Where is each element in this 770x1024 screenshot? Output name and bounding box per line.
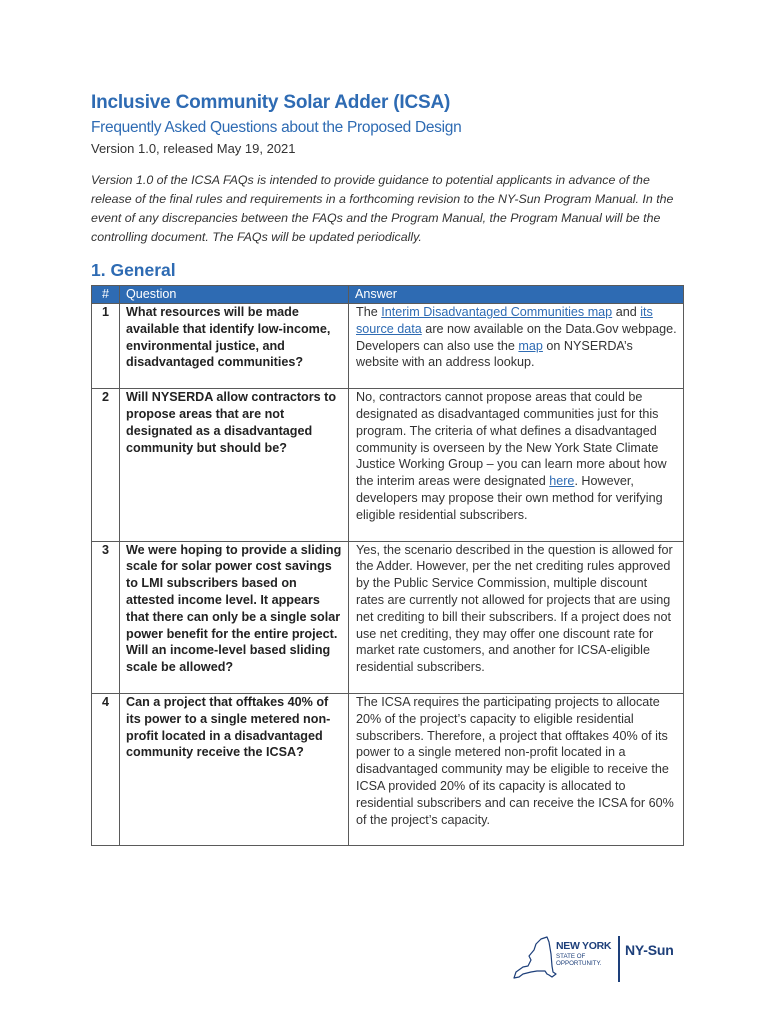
logo-divider [618, 936, 620, 982]
answer-text: on NYSERDA’s website with an address lookup. [356, 338, 633, 370]
document-subtitle: Frequently Asked Questions about the Proposed Design [91, 119, 462, 136]
answer-text: No, contractors cannot propose areas that could be designated as disadvantaged communities just for this program. The criteria of what defines a disadvantaged community is overseen by the New York State Climate Justice Working Group – you can learn more about how the interim areas were designated [356, 390, 667, 489]
logo-state-of: STATE OF [556, 953, 586, 960]
table-header-row [92, 286, 684, 304]
document-title: Inclusive Community Solar Adder (ICSA) [91, 92, 451, 113]
faq-table [91, 285, 684, 846]
link-interim-dac-map[interactable]: Interim Disadvantaged Communities map [381, 305, 613, 319]
answer-text: The [356, 305, 382, 319]
table-row [92, 389, 684, 541]
table-row [92, 541, 684, 693]
row-question: We were hoping to provide a sliding scale for solar power cost savings to LMI subscribers based on attested income level. It appears that there can only be a single solar power benefit for the entire project. Will an income-level based sliding scale be allowed? [120, 541, 349, 693]
row-answer [349, 304, 684, 389]
row-question: What resources will be made available that identify low-income, environmental justice, and disadvantaged communities? [120, 304, 349, 389]
version-line: Version 1.0, released May 19, 2021 [91, 141, 296, 156]
ny-sun-logo [511, 934, 686, 984]
answer-text: . However, developers may propose their own method for verifying eligible residential subscribers. [356, 474, 663, 522]
row-number: 4 [92, 693, 120, 845]
link-source-data[interactable]: its source data [356, 305, 653, 336]
header-question: Question [120, 286, 349, 304]
logo-ny-sun: NY-Sun [625, 942, 674, 958]
row-answer [349, 389, 684, 541]
table-row [92, 304, 684, 389]
logo-new-york: NEW YORK [556, 940, 612, 952]
row-question: Can a project that offtakes 40% of its power to a single metered non-profit located in a disadvantaged community receive the ICSA? [120, 693, 349, 845]
link-map[interactable]: map [518, 338, 543, 353]
header-num: # [92, 286, 120, 304]
logo-tagline [556, 953, 616, 967]
row-number: 1 [92, 304, 120, 389]
row-question: Will NYSERDA allow contractors to propose areas that are not designated as a disadvantaged community but should be? [120, 389, 349, 541]
logo-opportunity: OPPORTUNITY. [556, 960, 602, 967]
row-number: 2 [92, 389, 120, 541]
intro-paragraph: Version 1.0 of the ICSA FAQs is intended to provide guidance to potential applicants in advance of the release of the final rules and requirements in a forthcoming revision to the NY-Sun Program Manual. In the event of any discrepancies between the FAQs and the Program Manual, the Program Manual will be the controlling document. The FAQs will be updated periodically. [91, 173, 674, 244]
row-answer: The ICSA requires the participating projects to allocate 20% of the project’s capacity to eligible residential subscribers. Therefore, a project that offtakes 40% of its power to a single metered non-profit located in a disadvantaged community may be eligible to receive the ICSA provided 20% of its capacity is allocated to residential subscribers and can receive the ICSA for 60% of the project’s capacity. [349, 693, 684, 845]
answer-text: are now available on the Data.Gov webpage. Developers can also use the [356, 321, 677, 353]
answer-text: and [612, 305, 641, 319]
table-row [92, 693, 684, 845]
row-answer: Yes, the scenario described in the question is allowed for the Adder. However, per the net crediting rules approved by the Public Service Commission, multiple discount rates are currently not allowed for projects that are using net crediting to bill their subscribers. If a project does not use net crediting, they may offer one discount rate for market rate customers, and another for ICSA-eligible residential subscribers. [349, 541, 684, 693]
link-here[interactable]: here [549, 474, 575, 489]
document-page [91, 92, 681, 846]
section-heading: 1. General [91, 260, 176, 280]
ny-state-outline-icon [511, 934, 557, 982]
row-number: 3 [92, 541, 120, 693]
header-answer: Answer [349, 286, 684, 304]
